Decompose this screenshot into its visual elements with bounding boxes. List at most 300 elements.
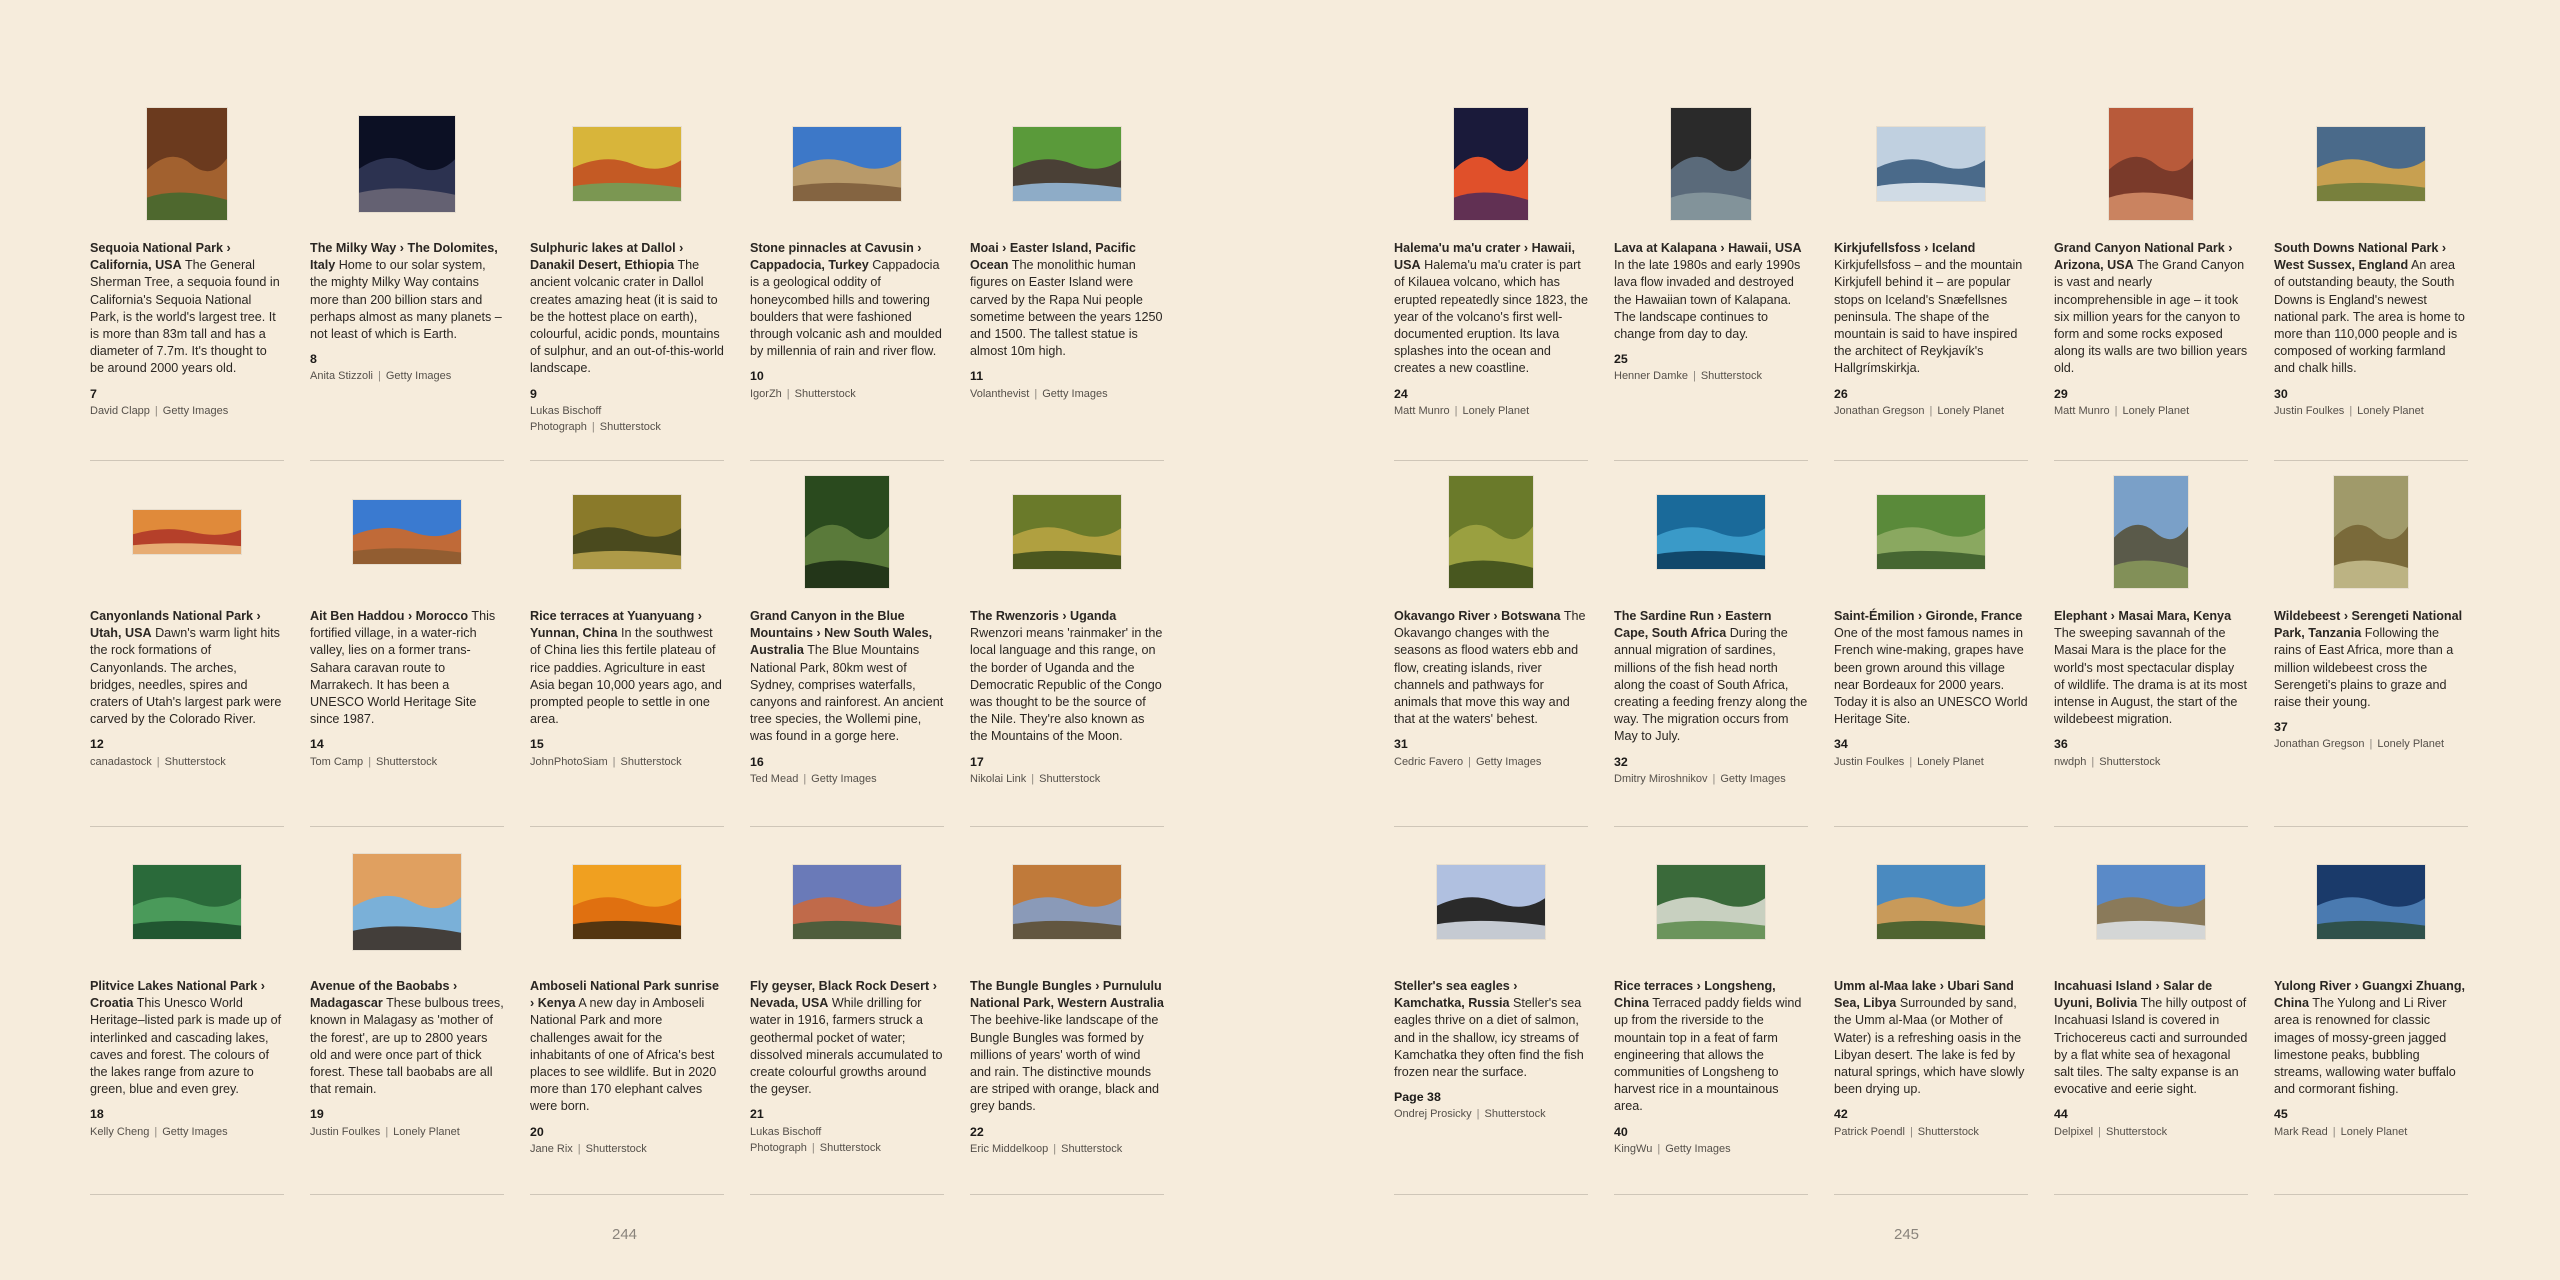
agency: Lonely Planet [1917,755,1984,768]
entry-number: 17 [970,754,984,769]
agency: Getty Images [811,772,877,785]
photo-thumbnail [1671,108,1751,220]
credit-separator: | [2091,755,2095,768]
caption [530,240,724,435]
caption [1614,978,1808,1157]
photo-thumbnail [573,865,681,939]
credit-separator: | [811,1141,815,1154]
entry-number: 37 [2274,720,2288,735]
location-title: Steller's sea eagles › Kamchatka, Russia [1394,979,1518,1011]
entry-number: 25 [1614,352,1628,367]
credit-separator: | [1053,1142,1057,1155]
location-title: Incahuasi Island › Salar de Uyuni, Bolivia [2054,979,2213,1011]
location-title: Stone pinnacles at Cavusin › Cappadocia, Turkey [750,241,922,273]
credit-separator: | [2114,404,2118,417]
location-title: Umm al-Maa lake › Ubari Sand Sea, Libya [1834,979,2014,1011]
photographer: Justin Foulkes [310,1125,381,1138]
location-title: Lava at Kalapana › Hawaii, USA [1614,241,1802,255]
photographer: Anita Stizzoli [310,370,373,383]
photo-thumbnail [133,510,241,554]
caption [750,978,944,1156]
credit-separator: | [786,387,790,400]
photo-credit [1394,403,1588,419]
credit-separator: | [2349,404,2353,417]
divider [530,1194,724,1195]
divider [970,1194,1164,1195]
entry-number: 42 [1834,1107,1848,1122]
photographer: Mark Read [2274,1125,2328,1138]
divider [310,826,504,827]
photographer: Justin Foulkes [2274,404,2345,417]
entry-number: 18 [90,1107,104,1122]
location-title: Grand Canyon in the Blue Mountains › New South Wales, Australia [750,609,933,658]
entry-number: 45 [2274,1107,2288,1122]
divider [1394,1194,1588,1195]
photo-credit [90,1124,284,1140]
agency: Lonely Planet [393,1125,460,1138]
caption [90,240,284,419]
photo-thumbnail [2317,865,2425,939]
thumbnail-frame [750,106,944,222]
credit-separator: | [377,370,381,383]
description: The Blue Mountains National Park, 80km west of Sydney, comprises waterfalls, canyons and rainforest. An ancient tree species, the Wollemi pine, was found in a gorge here. [750,643,944,744]
location-title: Sequoia National Park › California, USA [90,241,231,273]
location-title: Saint-Émilion › Gironde, France [1834,609,2023,623]
caption [1394,978,1588,1122]
photographer: canadastock [90,755,152,768]
description: The Grand Canyon is vast and nearly incomprehensible in age – it took six million years for the canyon to form and some rocks exposed along its walls are two billion years old. [2054,258,2248,376]
thumbnail-frame [310,844,504,960]
location-title: Moai › Easter Island, Pacific Ocean [970,241,1136,273]
credit-separator: | [612,755,616,768]
location-title: Plitvice Lakes National Park › Croatia [90,979,265,1011]
photo-thumbnail [1013,865,1121,939]
photo-credit [310,754,504,770]
thumbnail-frame [310,474,504,590]
location-title: Wildebeest › Serengeti National Park, Tanzania [2274,609,2463,641]
thumbnail-frame [750,474,944,590]
photo-credit [2274,403,2468,419]
agency: Getty Images [162,404,229,417]
photo-thumbnail [2097,865,2205,939]
photo-thumbnail [1454,108,1528,220]
description: Steller's sea eagles thrive on a diet of salmon, and in the shallow, icy streams of Kamchatka they often find the fish frozen near the surface. [1394,996,1584,1080]
caption [2054,240,2248,419]
caption [750,608,944,787]
divider [1394,460,1588,461]
credit-separator: | [1909,1125,1913,1138]
divider [2054,1194,2248,1195]
photo-credit [2274,736,2468,752]
photo-thumbnail [353,854,461,950]
photo-credit [530,403,724,435]
credit-separator: | [368,755,372,768]
entry-number: 7 [90,386,97,401]
photo-credit [90,754,284,770]
photo-credit [1394,1106,1588,1122]
photo-thumbnail [1013,127,1121,201]
thumbnail-frame [750,844,944,960]
photo-thumbnail [793,865,901,939]
thumbnail-frame [530,106,724,222]
entry-number: 21 [750,1107,764,1122]
photo-thumbnail [2334,476,2408,588]
description: The hilly outpost of Incahuasi Island is covered in Trichocereus cacti and surrounded by a flat white sea of hexagonal salt tiles. The salty expanse is an evocative and eerie sight. [2054,996,2248,1097]
agency: Shutterstock [164,755,226,768]
credit-separator: | [1034,387,1038,400]
entry-number: 10 [750,369,764,384]
thumbnail-frame [1834,106,2028,222]
photographer: Justin Foulkes [1834,755,1905,768]
photo-credit [1834,403,2028,419]
caption [2274,978,2468,1140]
photographer: Jane Rix [530,1142,573,1155]
divider [1834,460,2028,461]
caption [970,978,1164,1157]
photo-credit [750,386,944,402]
caption [1394,608,1588,770]
description: The ancient volcanic crater in Dallol creates amazing heat (it is said to be the hottest place on earth), colourful, acidic ponds, mountains of sulphur, and an out-of-this-world landscape. [530,258,724,376]
divider [1614,826,1808,827]
location-title: Grand Canyon National Park › Arizona, USA [2054,241,2233,273]
location-title: Amboseli National Park sunrise › Kenya [530,979,719,1011]
thumbnail-frame [310,106,504,222]
photo-credit [1614,1141,1808,1157]
entry-number: 9 [530,386,537,401]
entry-number: 24 [1394,386,1408,401]
location-title: Avenue of the Baobabs › Madagascar [310,979,458,1011]
photo-thumbnail [1449,476,1533,588]
thumbnail-frame [90,106,284,222]
location-title: Ait Ben Haddou › Morocco [310,609,469,623]
divider [2054,460,2248,461]
divider [1834,826,2028,827]
photo-thumbnail [573,127,681,201]
description: Cappadocia is a geological oddity of honeycombed hills and towering boulders that were fashioned through volcanic ash and moulded by millennia of rain and river flow. [750,258,942,359]
divider [1614,1194,1808,1195]
divider [1394,826,1588,827]
divider [90,1194,284,1195]
description: One of the most famous names in French wine-making, grapes have been grown around this village near Bordeaux for 2000 years. Today it is also an UNESCO World Heritage Site. [1834,626,2028,727]
agency: Shutterstock [1917,1125,1979,1138]
photo-credit [310,1124,504,1140]
caption [2274,240,2468,419]
divider [1834,1194,2028,1195]
thumbnail-frame [970,474,1164,590]
photographer: Henner Damke [1614,370,1688,383]
photographer: JohnPhotoSiam [530,755,608,768]
caption [1394,240,1588,419]
photo-thumbnail [359,116,455,212]
photo-thumbnail [1877,865,1985,939]
entry-number: 32 [1614,754,1628,769]
thumbnail-frame [530,844,724,960]
thumbnail-frame [1394,106,1588,222]
entry-number: 44 [2054,1107,2068,1122]
thumbnail-frame [1614,106,1808,222]
location-title: Sulphuric lakes at Dallol › Danakil Desert, Ethiopia [530,241,684,273]
agency: Getty Images [162,1125,228,1138]
agency: Getty Images [1720,772,1786,785]
divider [2274,1194,2468,1195]
divider [2274,826,2468,827]
description: Following the rains of East Africa, more than a million wildebeest cross the Serengeti's plains to graze and raise their young. [2274,626,2454,710]
description: Halema'u ma'u crater is part of Kilauea volcano, which has erupted repeatedly since 1823, the year of the volcano's first well-documented eruption. Its lava splashes into the ocean and creates a new coastline. [1394,258,1588,376]
agency: Shutterstock [376,755,438,768]
agency: Shutterstock [585,1142,647,1155]
photo-credit [2054,754,2248,770]
location-title: Rice terraces › Longsheng, China [1614,979,1776,1011]
description: Surrounded by sand, the Umm al-Maa (or Mother of Water) is a refreshing oasis in the Libyan desert. The lake is fed by natural springs, which have slowly been drying up. [1834,996,2025,1097]
thumbnail-frame [970,844,1164,960]
photo-credit [310,368,504,384]
divider [90,826,284,827]
agency: Shutterstock [819,1141,881,1154]
divider [2054,826,2248,827]
photographer: Jonathan Gregson [2274,738,2365,751]
caption [310,240,504,384]
agency: Getty Images [385,370,452,383]
thumbnail-frame [1614,474,1808,590]
credit-separator: | [803,772,807,785]
description: The sweeping savannah of the Masai Mara is the place for the world's most spectacular display of wildlife. The drama is at its most intense in August, the start of the wildebeest migration. [2054,626,2247,727]
caption [970,608,1164,787]
page-number: 244 [612,1226,638,1243]
credit-separator: | [1468,755,1471,768]
agency: Shutterstock [1484,1108,1546,1121]
description: A new day in Amboseli National Park and more challenges await for the inhabitants of one of Africa's best places to see wildlife. But in 2020 more than 170 elephant calves were born. [530,996,717,1114]
credit-separator: | [1692,370,1696,383]
photo-thumbnail [793,127,901,201]
description: While drilling for water in 1916, farmers struck a geothermal pocket of water; dissolved minerals accumulated to create colourful growths around the geyser. [750,996,943,1097]
thumbnail-frame [2274,474,2468,590]
photographer: Kelly Cheng [90,1125,150,1138]
photographer: Tom Camp [310,755,364,768]
divider [310,1194,504,1195]
entry-number: 19 [310,1107,324,1122]
thumbnail-frame [2054,474,2248,590]
photographer: Eric Middelkoop [970,1142,1049,1155]
entry-number: 8 [310,352,317,367]
credit-separator: | [591,420,595,433]
agency: Shutterstock [620,755,682,768]
photo-thumbnail [147,108,227,220]
caption [970,240,1164,402]
location-title: Elephant › Masai Mara, Kenya [2054,609,2232,623]
credit-separator: | [1476,1108,1480,1121]
caption [1614,608,1808,787]
credit-separator: | [1031,772,1035,785]
credit-separator: | [385,1125,389,1138]
photo-thumbnail [1877,127,1985,201]
photographer: Lukas Bischoff Photograph [750,1125,822,1154]
description: Kirkjufellsfoss – and the mountain Kirkjufell behind it – are popular stops on Iceland's Snæfellsnes peninsula. The shape of the mountain is said to have inspired the architect of Reykjavík's Hallgrímskirkja. [1834,258,2023,376]
location-title: The Rwenzoris › Uganda [970,609,1117,623]
entry-number: 16 [750,754,764,769]
photo-thumbnail [805,476,889,588]
thumbnail-frame [1834,474,2028,590]
caption [2054,608,2248,770]
caption [750,240,944,402]
location-title: Halema'u ma'u crater › Hawaii, USA [1394,241,1575,273]
description: The beehive-like landscape of the Bungle Bungles was formed by millions of years' worth of wind and rain. The distinctive mounds are striped with orange, black and grey bands. [970,1013,1160,1114]
description: An area of outstanding beauty, the South Downs is England's newest national park. The area is home to more than 110,000 people and is composed of working farmland and chalk hills. [2274,258,2465,376]
agency: Shutterstock [1061,1142,1123,1155]
location-title: Yulong River › Guangxi Zhuang, China [2274,979,2466,1011]
caption [90,608,284,770]
description: The monolithic human figures on Easter Island were carved by the Rapa Nui people sometime between the years 1250 and 1500. The tallest statue is almost 10m high. [970,258,1163,359]
credit-separator: | [154,1125,158,1138]
credit-separator: | [2369,738,2373,751]
photo-thumbnail [353,500,461,564]
photo-thumbnail [2114,476,2188,588]
caption [90,978,284,1140]
entry-number: 20 [530,1124,544,1139]
caption [1614,240,1808,384]
divider [530,460,724,461]
thumbnail-frame [1394,474,1588,590]
divider [750,1194,944,1195]
entry-number: 12 [90,737,104,752]
photographer: David Clapp [90,404,150,417]
photographer: Patrick Poendl [1834,1125,1905,1138]
agency: Shutterstock [599,420,661,433]
divider [530,826,724,827]
description: Home to our solar system, the mighty Milky Way contains more than 200 billion stars and perhaps almost as many planets – not least of which is Earth. [310,258,502,342]
photo-thumbnail [1657,865,1765,939]
credit-separator: | [1712,772,1716,785]
description: Rwenzori means 'rainmaker' in the local language and this range, on the border of Uganda and the Democratic Republic of the Congo was thought to be the source of the Nile. They're also known as the Mountains of the Moon. [970,626,1163,744]
photographer: Ondrej Prosicky [1394,1108,1472,1121]
entry-number: Page 38 [1394,1090,1441,1105]
credit-separator: | [1929,404,1933,417]
caption [530,608,724,770]
entry-number: 11 [970,369,984,384]
agency: Lonely Planet [1462,404,1530,417]
location-title: The Milky Way › The Dolomites, Italy [310,241,498,273]
entry-number: 34 [1834,737,1848,752]
photographer: Jonathan Gregson [1834,404,1925,417]
thumbnail-frame [1834,844,2028,960]
photographer: Matt Munro [1394,404,1450,417]
location-title: Okavango River › Botswana [1394,609,1561,623]
photo-credit [1834,1124,2028,1140]
photo-thumbnail [573,495,681,569]
location-title: Canyonlands National Park › Utah, USA [90,609,261,641]
photo-credit [970,1141,1164,1157]
photo-thumbnail [2109,108,2193,220]
description: The Okavango changes with the seasons as flood waters ebb and flow, creating islands, river channels and pathways for animals that move this way and that at the waters' behest. [1394,609,1586,727]
description: Dawn's warm light hits the rock formations of Canyonlands. The arches, bridges, needles, spires and craters of Utah's largest park were carved by the Colorado River. [90,626,282,727]
photo-credit [2054,1124,2248,1140]
location-title: Kirkjufellsfoss › Iceland [1834,241,1976,255]
description: The Yulong and Li River area is renowned for classic images of mossy-green jagged limestone peaks, bubbling streams, wallowing water buffalo and cormorant fishing. [2274,996,2456,1097]
photo-credit [750,1124,944,1156]
description: This Unesco World Heritage–listed park is made up of interlinked and cascading lakes, caves and forest. The colours of the lakes range from azure to green, blue and even grey. [90,996,282,1097]
entry-number: 15 [530,737,544,752]
divider [2274,460,2468,461]
description: During the annual migration of sardines, millions of the fish head north along the coast of South Africa, creating a feeding frenzy along the way. The migration occurs from May to July. [1614,626,1808,744]
entry-number: 40 [1614,1124,1628,1139]
photo-thumbnail [1877,495,1985,569]
agency: Lonely Planet [2377,738,2445,751]
location-title: The Sardine Run › Eastern Cape, South Africa [1614,609,1772,641]
credit-separator: | [2332,1125,2336,1138]
location-title: The Bungle Bungles › Purnululu National Park, Western Australia [970,979,1164,1011]
photo-thumbnail [1013,495,1121,569]
location-title: Fly geyser, Black Rock Desert › Nevada, USA [750,979,937,1011]
thumbnail-frame [1614,844,1808,960]
photo-credit [970,771,1164,787]
credit-separator: | [577,1142,581,1155]
caption [1834,978,2028,1140]
photo-credit [2274,1124,2468,1140]
photographer: Nikolai Link [970,772,1027,785]
description: In the late 1980s and early 1990s lava flow invaded and destroyed the Hawaiian town of Kalapana. The landscape continues to change from day to day. [1614,258,1801,342]
photographer: Dmitry Miroshnikov [1614,772,1708,785]
description: These bulbous trees, known in Malagasy as 'mother of the forest', are up to 2800 years old and were once part of thick forest. These tall baobabs are all that remain. [310,996,504,1097]
photographer: KingWu [1614,1142,1653,1155]
photographer: IgorZh [750,387,782,400]
photographer: nwdph [2054,755,2087,768]
agency: Lonely Planet [1937,404,2005,417]
photographer: Ted Mead [750,772,799,785]
divider [310,460,504,461]
right-page [1280,0,2560,1280]
caption [310,608,504,770]
entry-number: 29 [2054,386,2068,401]
divider [750,460,944,461]
description: In the southwest of China lies this fertile plateau of rice paddies. Agriculture in east Asia began 10,000 years ago, and prompted people to settle in one area. [530,626,722,727]
photo-credit [530,754,724,770]
photo-credit [530,1141,724,1157]
thumbnail-frame [2054,844,2248,960]
agency: Shutterstock [794,387,856,400]
agency: Getty Images [1042,387,1108,400]
description: This fortified village, in a water-rich valley, lies on a former trans-Sahara caravan route to Marrakech. It has been a UNESCO World Heritage Site since 1987. [310,609,496,727]
photo-credit [90,403,284,419]
photo-credit [1394,754,1588,770]
photographer: Matt Munro [2054,404,2110,417]
entry-number: 36 [2054,737,2068,752]
entry-number: 26 [1834,386,1848,401]
caption [1834,608,2028,770]
agency: Shutterstock [2106,1125,2168,1138]
agency: Shutterstock [2099,755,2161,768]
caption [2054,978,2248,1140]
thumbnail-frame [90,844,284,960]
thumbnail-frame [2054,106,2248,222]
photographer: Delpixel [2054,1125,2094,1138]
thumbnail-frame [970,106,1164,222]
location-title: South Downs National Park › West Sussex, England [2274,241,2447,273]
caption [530,978,724,1157]
entry-number: 31 [1394,737,1408,752]
divider [1614,460,1808,461]
agency: Getty Images [1665,1142,1731,1155]
page-number: 245 [1894,1226,1920,1243]
credit-separator: | [1454,404,1458,417]
photographer: Volanthevist [970,387,1030,400]
photo-thumbnail [1437,865,1545,939]
entry-number: 30 [2274,386,2288,401]
photographer: Cedric Favero [1394,755,1464,768]
divider [750,826,944,827]
divider [970,826,1164,827]
photo-credit [1614,368,1808,384]
agency: Getty Images [1475,755,1542,768]
entry-number: 14 [310,737,324,752]
